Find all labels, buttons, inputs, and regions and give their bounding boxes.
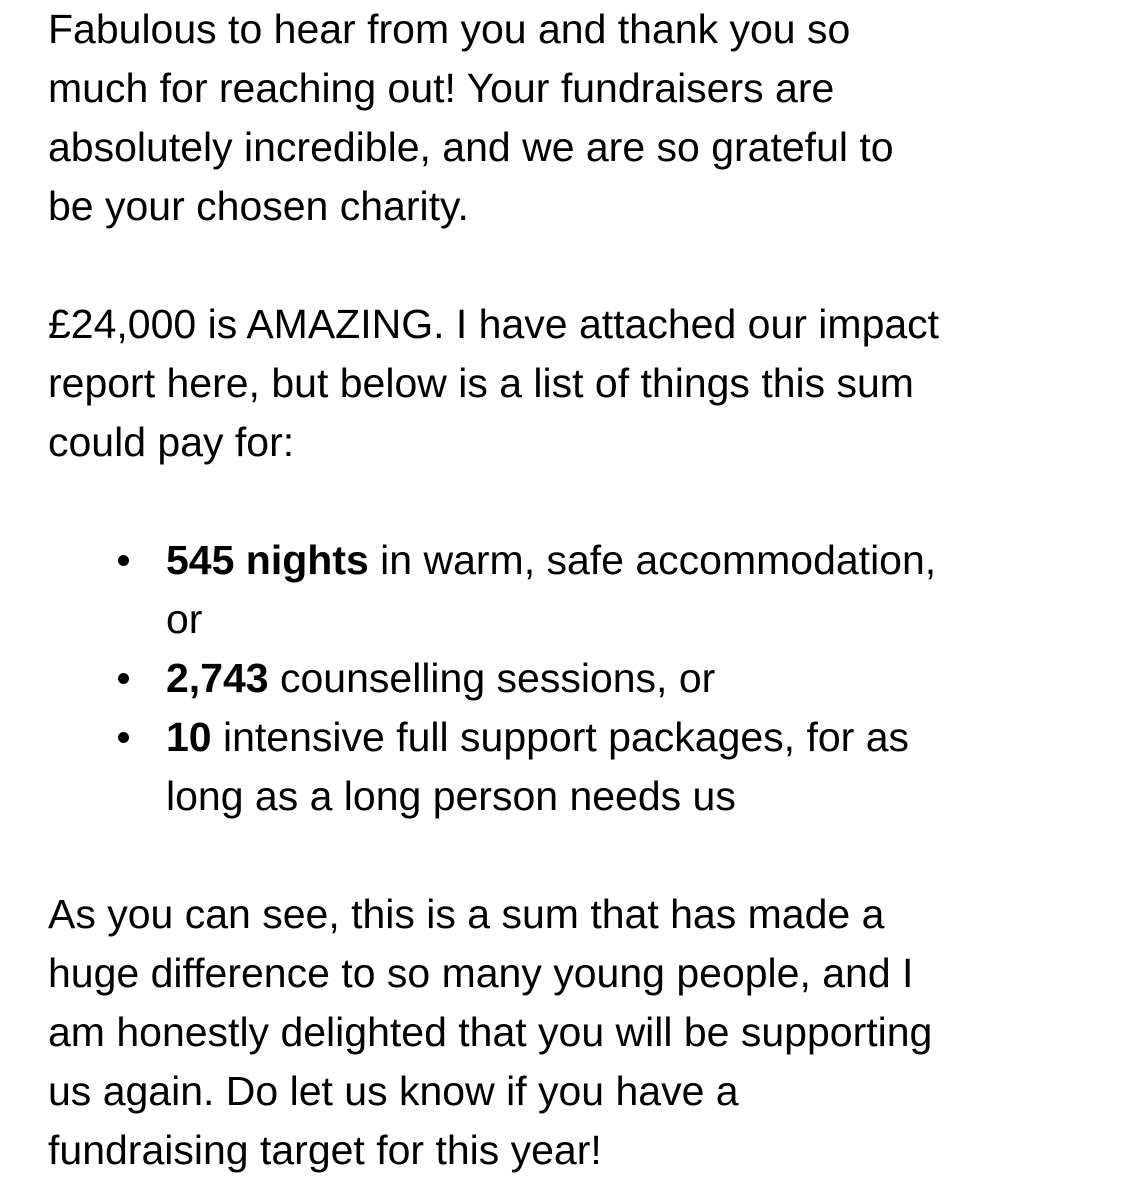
list-item	[166, 708, 1128, 826]
bullet-icon	[116, 649, 130, 708]
closing-paragraph: As you can see, this is a sum that has made a huge difference to so many young people, and I am honestly delighted that you will be supporting us again. Do let us know if you have a fundraising target for this year!	[48, 891, 933, 1173]
list-item-text: intensive full support packages, for as long as a long person needs us	[166, 714, 909, 819]
list-item-highlight: 2,743	[166, 655, 269, 701]
amount-paragraph: £24,000 is AMAZING. I have attached our impact report here, but below is a list of things this sum could pay for:	[48, 301, 940, 465]
bullet-icon	[116, 531, 130, 590]
email-body	[48, 0, 1128, 1180]
spacer	[48, 236, 1128, 295]
intro-paragraph: Fabulous to hear from you and thank you so much for reaching out! Your fundraisers are absolutely incredible, and we are so grateful to be your chosen charity.	[48, 6, 894, 229]
list-item-highlight: 10	[166, 714, 212, 760]
list-item-highlight: 545 nights	[166, 537, 369, 583]
bullet-icon	[116, 708, 130, 767]
spacer	[48, 826, 1128, 885]
spacer	[48, 472, 1128, 531]
impact-list	[48, 531, 1128, 826]
list-item	[166, 531, 1128, 649]
list-item	[166, 649, 1128, 708]
list-item-text: in warm, safe accommodation, or	[166, 537, 937, 642]
list-item-text: counselling sessions, or	[268, 655, 716, 701]
